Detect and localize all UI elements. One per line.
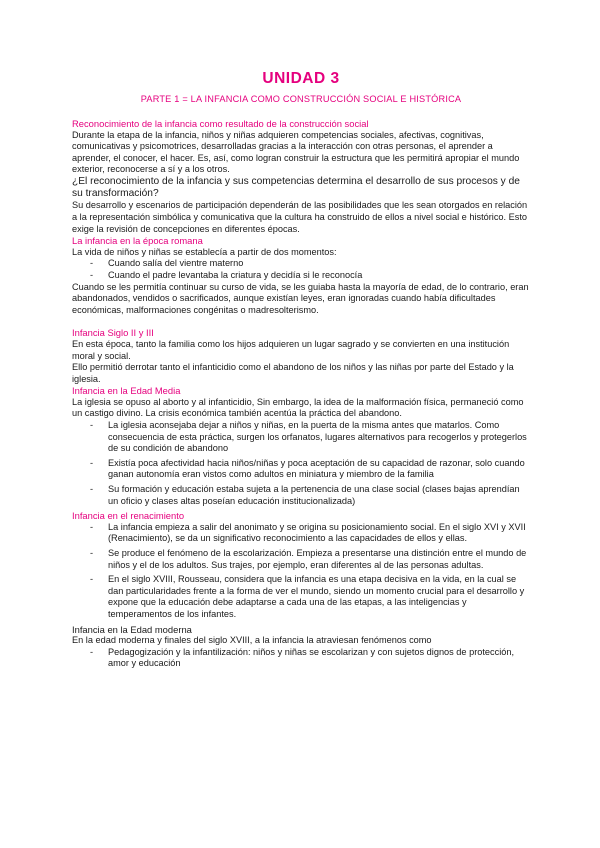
section-heading-edad-moderna: Infancia en la Edad moderna (72, 623, 192, 635)
spacer (72, 316, 530, 327)
paragraph: Su desarrollo y escenarios de participación dependerán de las posibilidades que les sean otorgados en relación a la representación simbólica y comunicativa que la cultura ha construido de ellos a nivel social e histórico. Esto exige la revisión de concepciones en diferentes épocas. (72, 200, 528, 234)
paragraph: Cuando se les permitía continuar su curso de vida, se les guiaba hasta la mayoría de edad, de lo contrario, eran abandonados, vendidos o sacrificados, aunque existían leyes, eran ignoradas cuando había dificultades económicas, malformaciones congénitas o madresolterismo. (72, 281, 529, 315)
bullet-list (72, 647, 530, 670)
paragraph: En esta época, tanto la familia como los hijos adquieren un lugar sagrado y se convierten en una institución moral y social. (72, 338, 510, 361)
question-paragraph: ¿El reconocimiento de la infancia y sus competencias determina el desarrollo de sus procesos y de su transformación? (72, 175, 520, 200)
section-heading-epoca-romana: La infancia en la época romana (72, 235, 203, 247)
paragraph: Ello permitió derrotar tanto el infanticidio como el abandono de los niños y las niñas por parte del Estado y la iglesia. (72, 362, 514, 384)
list-item: - Su formación y educación estaba sujeta a la pertenencia de una clase social (clases bajas aprendían un oficio y clases altas poseían educación institucionalizada) (72, 484, 530, 507)
page-subtitle: PARTE 1 = LA INFANCIA COMO CONSTRUCCIÓN SOCIAL E HISTÓRICA (140, 94, 462, 104)
paragraph: Durante la etapa de la infancia, niños y niñas adquieren competencias sociales, afectivas, cognitivas, comunicativas y psicomotrices, desarrolladas gracias a la interacción con otras personas, el aprender a aprender, el conocer, el hacer. Es, así, como logran construir la estructura que les permitirá apropiar el mundo exterior, reconocerse a sí y a los otros. (72, 129, 520, 175)
list-item: - Cuando el padre levantaba la criatura y decidía si le reconocía (72, 270, 530, 282)
list-item: - En el siglo XVIII, Rousseau, considera que la infancia es una etapa decisiva en la vida, en la cual se dan particularidades frente a la forma de ver el mundo, siendo un momento crucial para el desarrollo y expone que la educación debe adaptarse a cada una de las etapas, a las inteligencias y temperamentos de los infantes. (72, 574, 530, 620)
paragraph: En la edad moderna y finales del siglo XVIII, a la infancia la atraviesan fenómenos como (72, 635, 432, 646)
paragraph: La iglesia se opuso al aborto y al infanticidio, Sin embargo, la idea de la malformación física, permaneció como un castigo divino. La crisis económica también acentúa la práctica del abandono. (72, 396, 524, 419)
document-page (72, 70, 530, 673)
list-item: - Cuando salía del vientre materno (72, 258, 530, 270)
list-item: - Se produce el fenómeno de la escolarización. Empieza a presentarse una distinción entre el mundo de niños y el de los adultos. Sus trajes, por ejemplo, eran diferentes al de las personas adultas. (72, 548, 530, 571)
bullet-list (72, 522, 530, 621)
list-item: - Existía poca afectividad hacia niños/niñas y poca aceptación de su capacidad de razonar, solo cuando ganan autonomía eran vistos como adultos en miniatura y miembro de la familia (72, 458, 530, 481)
list-item: - Pedagogización y la infantilización: niños y niñas se escolarizan y con sujetos dignos de protección, amor y educación (72, 647, 530, 670)
bullet-list (72, 420, 530, 507)
section-heading-renacimiento: Infancia en el renacimiento (72, 510, 185, 522)
paragraph: La vida de niños y niñas se establecía a partir de dos momentos: (72, 246, 337, 257)
section-heading-siglo-ii-iii: Infancia Siglo II y III (72, 327, 154, 339)
list-item: - La infancia empieza a salir del anonimato y se origina su posicionamiento social. En el siglo XVI y XVII (Renacimiento), se da un significativo reconocimiento a las capacidades de ellos y ellas. (72, 522, 530, 545)
section-heading-construccion-social: Reconocimiento de la infancia como resultado de la construcción social (72, 118, 369, 129)
page-title: UNIDAD 3 (262, 70, 340, 87)
bullet-list (72, 258, 530, 281)
list-item: - La iglesia aconsejaba dejar a niños y niñas, en la puerta de la misma antes que matarlos. Como consecuencia de esta práctica, surgen los orfanatos, lugares alternativos para recogerlos y protegerlos de su condición de abandono (72, 420, 530, 455)
section-heading-edad-media: Infancia en la Edad Media (72, 385, 181, 397)
